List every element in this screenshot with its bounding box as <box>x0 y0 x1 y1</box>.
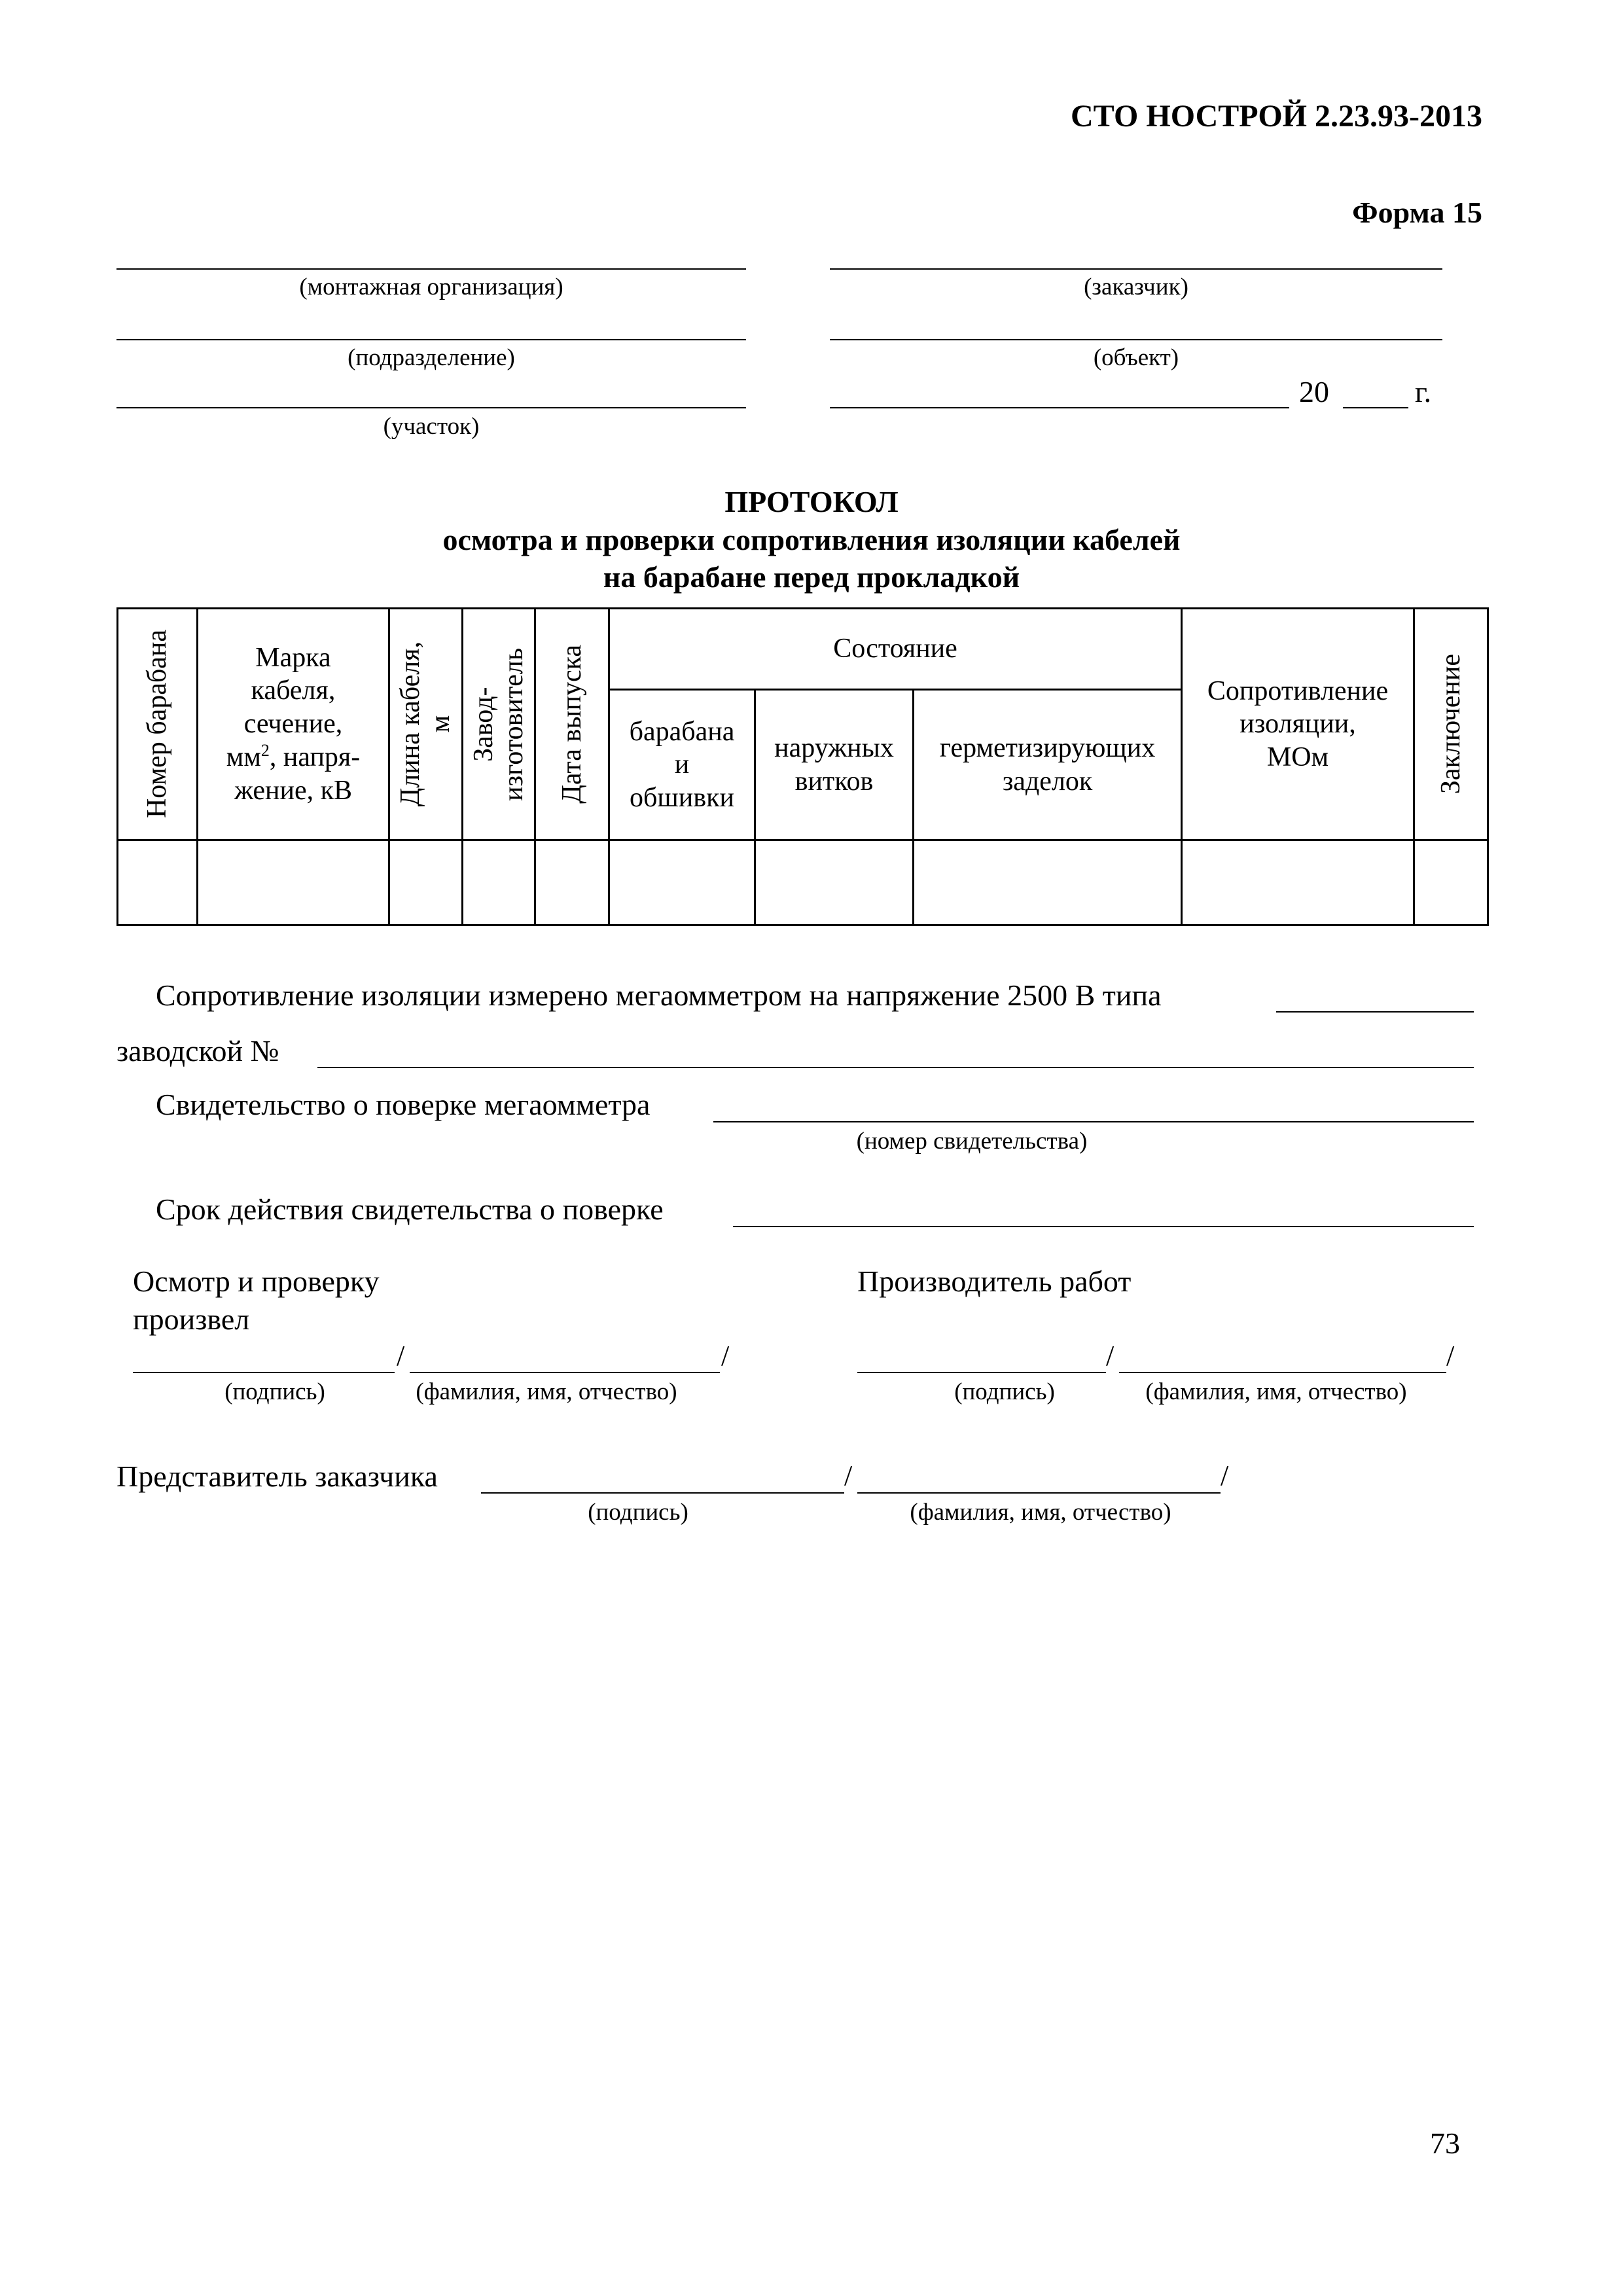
object-field-line[interactable] <box>830 339 1442 340</box>
doc-code: СТО НОСТРОЙ 2.23.93-2013 <box>1070 99 1482 134</box>
cell-cable-length[interactable] <box>389 840 463 925</box>
cell-insulation-resistance[interactable] <box>1182 840 1414 925</box>
cell-conclusion[interactable] <box>1414 840 1488 925</box>
org-field-line[interactable] <box>116 268 746 270</box>
header-release-date: Дата выпуска <box>535 609 609 840</box>
cell-cable-mark[interactable] <box>198 840 389 925</box>
title-line-2: осмотра и проверки сопротивления изоляции кабелей <box>442 522 1181 556</box>
inspector-signature-caption: (подпись) <box>224 1378 325 1405</box>
manager-name-caption: (фамилия, имя, отчество) <box>1145 1378 1407 1405</box>
page-number: 73 <box>1430 2126 1460 2160</box>
header-state: Состояние <box>609 609 1182 690</box>
subheader-drum-sheathing: барабана и обшивки <box>609 690 755 840</box>
manager-slash: / <box>1106 1340 1115 1372</box>
inspector-slash: / <box>397 1340 405 1372</box>
object-caption: (объект) <box>1093 344 1179 371</box>
header-cable-length: Длина кабеля, м <box>389 609 463 840</box>
customer-rep-signature-field[interactable] <box>481 1492 844 1494</box>
inspector-label-2: произвел <box>133 1302 250 1336</box>
certificate-number-field[interactable] <box>713 1121 1474 1122</box>
protocol-table <box>116 607 1489 926</box>
customer-rep-label: Представитель заказчика <box>116 1460 438 1493</box>
section-caption: (участок) <box>383 413 480 440</box>
division-field-line[interactable] <box>116 339 746 340</box>
customer-rep-name-field[interactable] <box>857 1492 1221 1494</box>
customer-rep-slash-end: / <box>1221 1460 1229 1492</box>
header-manufacturer: Завод- изготовитель <box>463 609 535 840</box>
inspector-name-field[interactable] <box>410 1372 720 1373</box>
header-drum-number: Номер барабана <box>118 609 198 840</box>
certificate-label: Свидетельство о поверке мегаомметра <box>156 1088 651 1121</box>
customer-rep-name-caption: (фамилия, имя, отчество) <box>910 1499 1171 1526</box>
cell-manufacturer[interactable] <box>463 840 535 925</box>
protocol-title <box>0 483 1623 596</box>
inspector-signature-field[interactable] <box>133 1372 395 1373</box>
form-number: Форма 15 <box>1352 196 1482 229</box>
megohmmeter-label: Сопротивление изоляции измерено мегаомметром на напряжение 2500 В типа <box>156 978 1162 1012</box>
megohmmeter-type-field[interactable] <box>1276 1011 1474 1013</box>
serial-number-field[interactable] <box>317 1067 1474 1068</box>
org-caption: (монтажная организация) <box>299 274 563 300</box>
title-line-1: ПРОТОКОЛ <box>724 485 899 518</box>
customer-field-line[interactable] <box>830 268 1442 270</box>
header-conclusion: Заключение <box>1414 609 1488 840</box>
inspector-name-caption: (фамилия, имя, отчество) <box>416 1378 677 1405</box>
date-year-prefix: 20 <box>1299 375 1329 408</box>
header-insulation-resistance: Сопротивление изоляции, МОм <box>1182 609 1414 840</box>
manager-slash-end: / <box>1446 1340 1455 1372</box>
inspector-slash-end: / <box>721 1340 730 1372</box>
title-line-3: на барабане перед прокладкой <box>603 560 1020 594</box>
cell-sealing-state[interactable] <box>914 840 1182 925</box>
cell-release-date[interactable] <box>535 840 609 925</box>
customer-rep-signature-caption: (подпись) <box>588 1499 688 1526</box>
certificate-caption: (номер свидетельства) <box>856 1128 1088 1155</box>
validity-field[interactable] <box>733 1226 1474 1227</box>
customer-rep-slash: / <box>844 1460 853 1492</box>
customer-caption: (заказчик) <box>1084 274 1188 300</box>
table-row <box>118 840 1488 925</box>
manager-signature-caption: (подпись) <box>954 1378 1055 1405</box>
section-field-line[interactable] <box>116 407 746 408</box>
date-day-line[interactable] <box>830 407 1289 408</box>
cell-drum-number[interactable] <box>118 840 198 925</box>
validity-label: Срок действия свидетельства о поверке <box>156 1193 664 1226</box>
inspector-label-1: Осмотр и проверку <box>133 1265 380 1298</box>
cell-drum-state[interactable] <box>609 840 755 925</box>
date-suffix: г. <box>1415 375 1432 408</box>
subheader-outer-turns: наружных витков <box>755 690 914 840</box>
header-cable-mark: Марка кабеля, сечение, $мм^2$, напря- жение, кВ <box>198 609 389 840</box>
subheader-sealing: герметизирующих заделок <box>914 690 1182 840</box>
division-caption: (подразделение) <box>348 344 515 371</box>
manager-name-field[interactable] <box>1119 1372 1446 1373</box>
date-year-line[interactable] <box>1343 407 1408 408</box>
works-manager-label: Производитель работ <box>857 1265 1132 1298</box>
serial-number-label: заводской № <box>116 1034 279 1067</box>
cell-outer-turns-state[interactable] <box>755 840 914 925</box>
manager-signature-field[interactable] <box>857 1372 1106 1373</box>
